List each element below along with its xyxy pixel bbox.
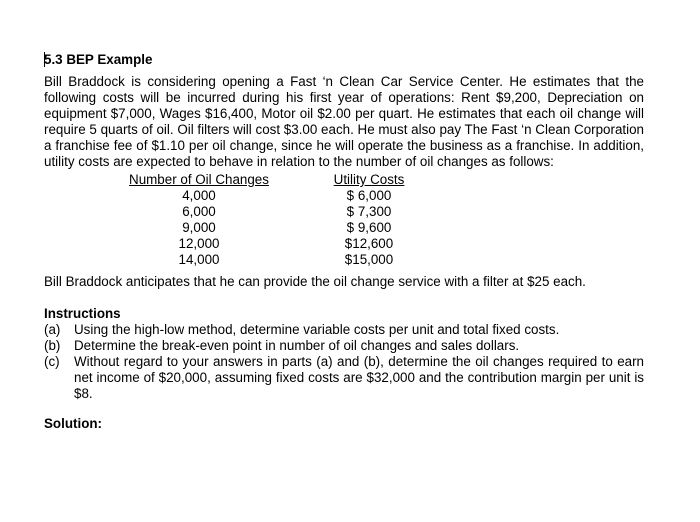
table-cell: 12,000 (178, 236, 220, 251)
intro-paragraph: Bill Braddock is considering opening a Fast ‘n Clean Car Service Center. He estimates that the following costs will be incurred during his first year of operations: Rent $9,200, Depreciation on equipment $7,000, Wages $16,400, Motor oil $2.00 per quart. He estimates that each oil change will require 5 quarts of oil. Oil filters will cost $3.00 each. He must also pay The Fast ‘n Clean Corporation a franchise fee of $1.10 per oil change, since he will operate the business as a franchise. In addition, utility costs are expected to behave in relation to the number of oil changes as follows: (44, 74, 644, 169)
oil-changes-column (124, 172, 274, 268)
instruction-text: Without regard to your answers in parts (a) and (b), determine the oil changes required to earn net income of $20,000, assuming fixed costs are $32,000 and the contribution margin per unit is $8. (74, 354, 644, 401)
table-cell: 9,000 (182, 220, 216, 235)
instruction-item-b (44, 338, 644, 354)
table-cell: 6,000 (182, 204, 216, 219)
table-cell: 14,000 (178, 252, 220, 267)
solution-label: Solution: (44, 416, 103, 431)
instructions-heading: Instructions (44, 306, 121, 321)
oil-change-table (44, 172, 644, 268)
instruction-text: Determine the break-even point in number of oil changes and sales dollars. (74, 338, 520, 353)
instruction-label: (c) (44, 354, 60, 369)
table-cell: $12,600 (344, 236, 394, 251)
price-paragraph: Bill Braddock anticipates that he can provide the oil change service with a filter at $25 each. (44, 274, 586, 289)
instruction-label: (b) (44, 338, 61, 353)
instruction-label: (a) (44, 322, 61, 337)
instruction-item-c (44, 354, 644, 402)
column-header-oil-changes: Number of Oil Changes (129, 172, 269, 187)
table-cell: 4,000 (182, 188, 216, 203)
table-cell: $ 9,600 (346, 220, 392, 235)
column-header-utility-costs: Utility Costs (333, 172, 405, 187)
table-cell: $ 7,300 (346, 204, 392, 219)
instruction-text: Using the high-low method, determine variable costs per unit and total fixed costs. (74, 322, 560, 337)
instruction-item-a (44, 322, 644, 338)
table-cell: $ 6,000 (346, 188, 392, 203)
section-title: 5.3 BEP Example (44, 52, 153, 67)
document-page (44, 52, 644, 432)
table-cell: $15,000 (344, 252, 394, 267)
utility-costs-column (331, 172, 407, 268)
